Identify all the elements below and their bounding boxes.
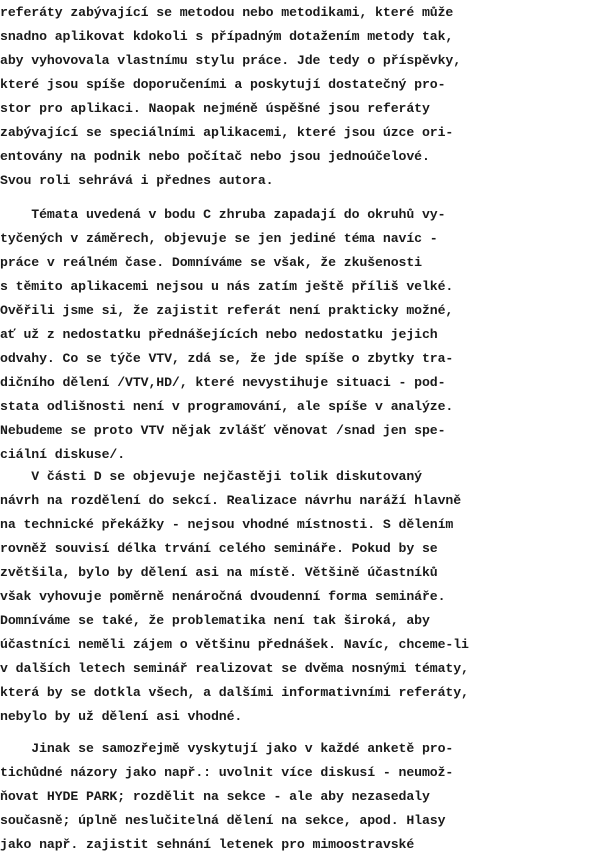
p2-line-5: Ověřili jsme si, že zajistit referát není prakticky možné,	[0, 303, 454, 318]
p2-line-10: Nebudeme se proto VTV nějak zvlášť věnovat /snad jen spe-	[0, 423, 446, 438]
p3-line-4: rovněž souvisí délka trvání celého semináře. Pokud by se	[0, 541, 438, 556]
p2-line-9: stata odlišnosti není v programování, ale spíše v analýze.	[0, 399, 454, 414]
p3-line-2: návrh na rozdělení do sekcí. Realizace návrhu naráží hlavně	[0, 493, 462, 508]
p1-line-4: které jsou spíše doporučeními a poskytují dostatečný pro-	[0, 77, 446, 92]
p2-line-6: ať už z nedostatku přednášejících nebo nedostatku jejich	[0, 327, 438, 342]
p2-line-11: ciální diskuse/.	[0, 447, 126, 462]
p1-line-3: aby vyhovovala vlastnímu stylu práce. Jde tedy o příspěvky,	[0, 53, 462, 68]
p3-line-3: na technické překážky - nejsou vhodné místnosti. S dělením	[0, 517, 454, 532]
p3-line-9: v dalších letech seminář realizovat se dvěma nosnými tématy,	[0, 661, 469, 676]
p3-line-1: V části D se objevuje nejčastěji tolik diskutovaný	[0, 469, 422, 484]
p1-line-6: zabývající se speciálními aplikacemi, které jsou úzce ori-	[0, 125, 454, 140]
p4-line-4: současně; úplně neslučitelná dělení na sekce, apod. Hlasy	[0, 813, 446, 828]
p2-line-4: s těmito aplikacemi nejsou u nás zatím ještě příliš velké.	[0, 279, 454, 294]
p4-line-5: jako např. zajistit sehnání letenek pro mimoostravské	[0, 837, 415, 852]
p1-line-8: Svou roli sehrává i přednes autora.	[0, 173, 274, 188]
p3-line-8: účastníci neměli zájem o většinu přednášek. Navíc, chceme-li	[0, 637, 469, 652]
p2-line-1: Témata uvedená v bodu C zhruba zapadají do okruhů vy-	[0, 207, 446, 222]
p3-line-7: Domníváme se také, že problematika není tak široká, aby	[0, 613, 430, 628]
p4-line-2: tichůdné názory jako např.: uvolnit více diskusí - neumož-	[0, 765, 454, 780]
p3-line-5: zvětšila, bylo by dělení asi na místě. Většině účastníků	[0, 565, 438, 580]
p2-line-2: tyčených v záměrech, objevuje se jen jediné téma navíc -	[0, 231, 438, 246]
p2-line-3: práce v reálném čase. Domníváme se však, že zkušenosti	[0, 255, 422, 270]
p1-line-2: snadno aplikovat kdokoli s případným dotažením metody tak,	[0, 29, 454, 44]
p3-line-6: však vyhovuje poměrně nenáročná dvoudenní forma semináře.	[0, 589, 446, 604]
p2-line-7: odvahy. Co se týče VTV, zdá se, že jde spíše o zbytky tra-	[0, 351, 454, 366]
p1-line-7: entovány na podnik nebo počítač nebo jsou jednoúčelové.	[0, 149, 430, 164]
p2-line-8: dičního dělení /VTV,HD/, které nevystihuje situaci - pod-	[0, 375, 446, 390]
p1-line-5: stor pro aplikaci. Naopak nejméně úspěšné jsou referáty	[0, 101, 430, 116]
p1-line-1: referáty zabývající se metodou nebo metodikami, které může	[0, 5, 454, 20]
p3-line-10: která by se dotkla všech, a dalšími informativními referáty,	[0, 685, 469, 700]
p4-line-1: Jinak se samozřejmě vyskytují jako v každé anketě pro-	[0, 741, 454, 756]
p4-line-3: ňovat HYDE PARK; rozdělit na sekce - ale aby nezasedaly	[0, 789, 430, 804]
p3-line-11: nebylo by už dělení asi vhodné.	[0, 709, 243, 724]
